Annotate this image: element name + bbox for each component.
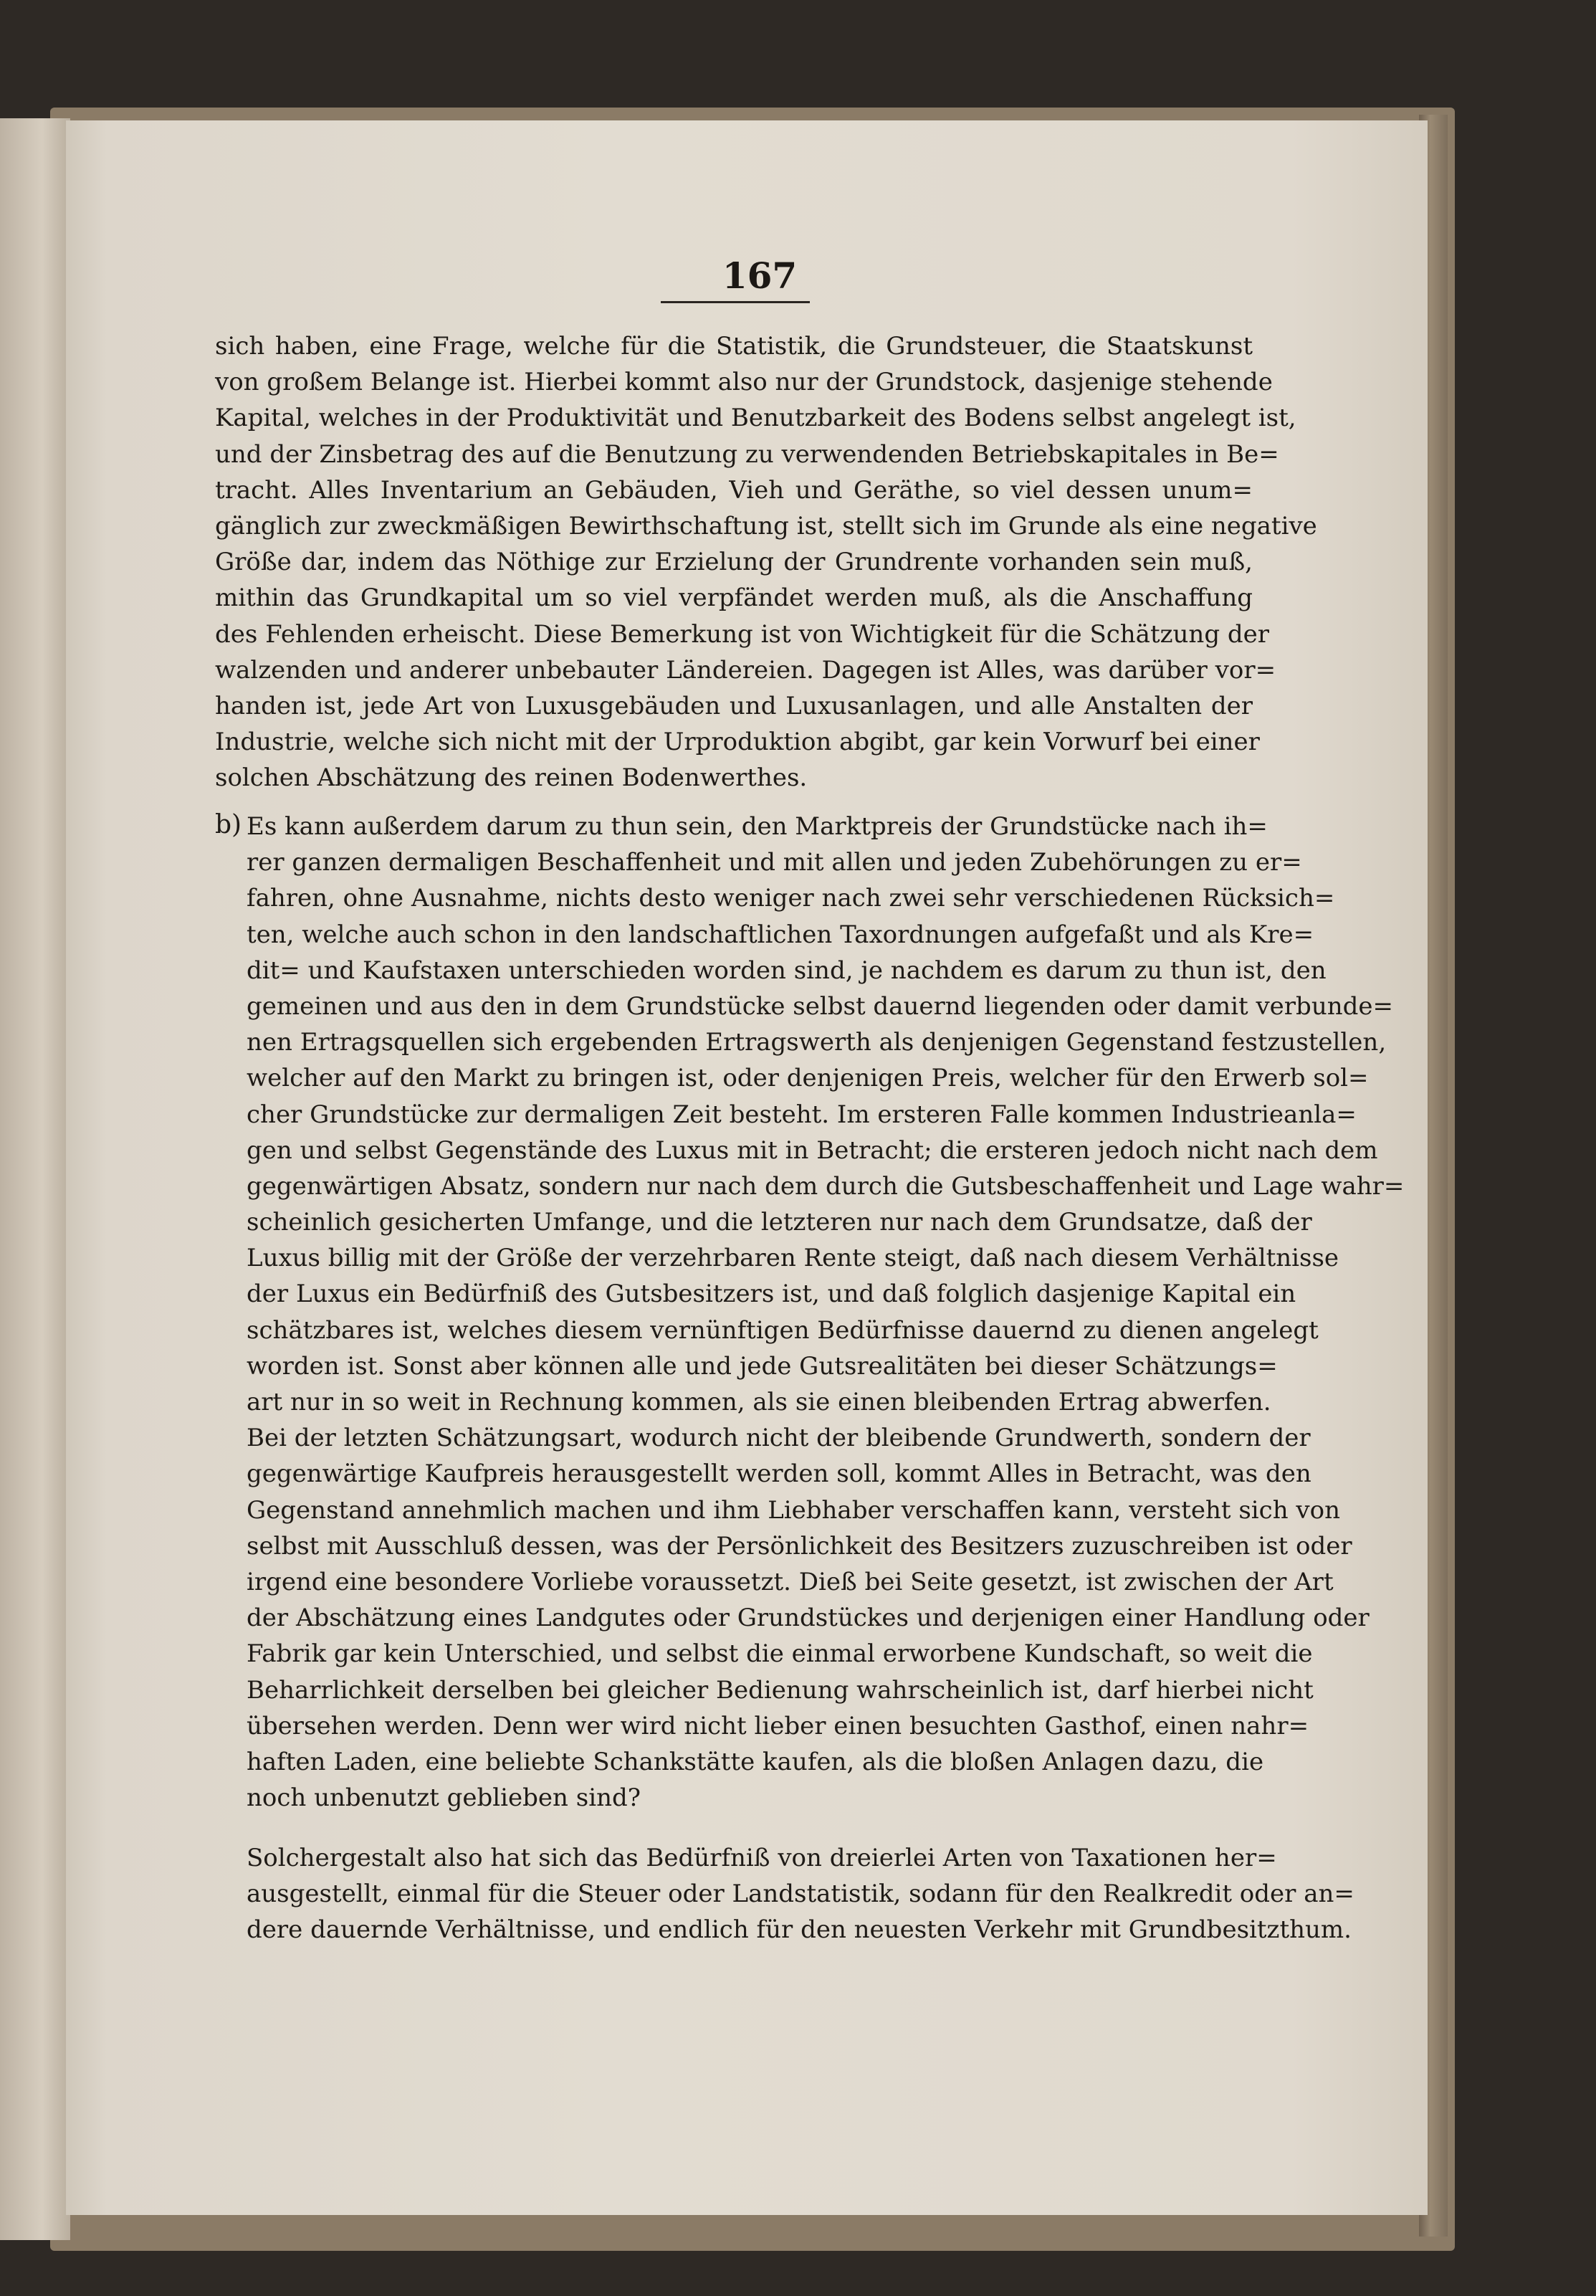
facing-page-edge	[0, 118, 70, 2240]
text-line: der Luxus ein Bedürfniß des Gutsbesitzers ist, und daß folglich dasjenige Kapital ein	[247, 1280, 1296, 1309]
text-line: und der Zinsbetrag des auf die Benutzung zu verwendenden Betriebskapitales in Be=	[215, 439, 1279, 469]
paragraph-3	[247, 1840, 1354, 1948]
text-line: Industrie, welche sich nicht mit der Urproduktion abgibt, gar kein Vorwurf bei einer	[215, 728, 1260, 757]
text-line: tracht. Alles Inventarium an Gebäuden, Vieh und Geräthe, so viel dessen unum=	[215, 475, 1253, 505]
text-line: ten, welche auch schon in den landschaftlichen Taxordnungen aufgefaßt und als Kre=	[247, 920, 1314, 949]
text-line: gegenwärtigen Absatz, sondern nur nach dem durch die Gutsbeschaffenheit und Lage wahr=	[247, 1171, 1405, 1201]
text-line: fahren, ohne Ausnahme, nichts desto weniger nach zwei sehr verschiedenen Rücksich=	[247, 884, 1335, 913]
text-line: irgend eine besondere Vorliebe voraussetzt. Dieß bei Seite gesetzt, ist zwischen der Art	[247, 1567, 1334, 1596]
text-line: Luxus billig mit der Größe der verzehrbaren Rente steigt, daß nach diesem Verhältnisse	[247, 1244, 1339, 1273]
text-line: von großem Belange ist. Hierbei kommt also nur der Grundstock, dasjenige stehende	[215, 368, 1273, 397]
text-line: dere dauernde Verhältnisse, und endlich für den neuesten Verkehr mit Grundbesitzthum.	[247, 1915, 1352, 1945]
text-line: sich haben, eine Frage, welche für die Statistik, die Grundsteuer, die Staatskunst	[215, 332, 1253, 361]
paragraph-1	[215, 328, 1317, 796]
text-line: Bei der letzten Schätzungsart, wodurch nicht der bleibende Grundwerth, sondern der	[247, 1424, 1311, 1453]
text-line: der Abschätzung eines Landgutes oder Grundstückes und derjenigen einer Handlung oder	[247, 1604, 1370, 1633]
header-rule	[661, 301, 810, 303]
text-line: selbst mit Ausschluß dessen, was der Persönlichkeit des Besitzers zuzuschreiben ist oder	[247, 1531, 1352, 1561]
text-line: Es kann außerdem darum zu thun sein, den Marktpreis der Grundstücke nach ih=	[247, 812, 1268, 841]
text-line: worden ist. Sonst aber können alle und jede Gutsrealitäten bei dieser Schätzungs=	[247, 1351, 1278, 1381]
text-line: übersehen werden. Denn wer wird nicht lieber einen besuchten Gasthof, einen nahr=	[247, 1711, 1309, 1740]
text-line: nen Ertragsquellen sich ergebenden Ertragswerth als denjenigen Gegenstand festzustellen,	[247, 1028, 1387, 1057]
text-line: welcher auf den Markt zu bringen ist, oder denjenigen Preis, welcher für den Erwerb sol=	[247, 1064, 1369, 1093]
text-line: Kapital, welches in der Produktivität und Benutzbarkeit des Bodens selbst angelegt ist,	[215, 404, 1296, 433]
text-line: solchen Abschätzung des reinen Bodenwerthes.	[215, 763, 808, 793]
text-line: art nur in so weit in Rechnung kommen, als sie einen bleibenden Ertrag abwerfen.	[247, 1388, 1271, 1416]
text-line: Größe dar, indem das Nöthige zur Erzielung der Grundrente vorhanden sein muß,	[215, 548, 1253, 577]
text-line: scheinlich gesicherten Umfange, und die letzteren nur nach dem Grundsatze, daß der	[247, 1208, 1312, 1237]
text-line: cher Grundstücke zur dermaligen Zeit besteht. Im ersteren Falle kommen Industrieanla=	[247, 1100, 1357, 1129]
page-number: 167	[722, 254, 798, 297]
text-line: Solchergestalt also hat sich das Bedürfniß von dreierlei Arten von Taxationen her=	[247, 1844, 1277, 1872]
list-marker: b)	[215, 810, 242, 839]
text-line: gänglich zur zweckmäßigen Bewirthschaftung ist, stellt sich im Grunde als eine negative	[215, 511, 1317, 540]
text-line: handen ist, jede Art von Luxusgebäuden und Luxusanlagen, und alle Anstalten der	[215, 691, 1253, 720]
text-line: Fabrik gar kein Unterschied, und selbst die einmal erworbene Kundschaft, so weit die	[247, 1639, 1313, 1669]
text-line: ausgestellt, einmal für die Steuer oder Landstatistik, sodann für den Realkredit oder an=	[247, 1880, 1354, 1909]
text-line: gen und selbst Gegenstände des Luxus mit in Betracht; die ersteren jedoch nicht nach dem	[247, 1135, 1378, 1165]
text-line: schätzbares ist, welches diesem vernünftigen Bedürfnisse dauernd zu dienen angelegt	[247, 1315, 1319, 1345]
text-line: dit= und Kaufstaxen unterschieden worden sind, je nachdem es darum zu thun ist, den	[247, 956, 1327, 985]
text-line: Gegenstand annehmlich machen und ihm Liebhaber verschaffen kann, versteht sich von	[247, 1495, 1340, 1525]
text-line: noch unbenutzt geblieben sind?	[247, 1783, 641, 1813]
text-line: mithin das Grundkapital um so viel verpfändet werden muß, als die Anschaffung	[215, 583, 1253, 613]
text-line: walzenden und anderer unbebauter Ländereien. Dagegen ist Alles, was darüber vor=	[215, 655, 1276, 685]
text-line: Beharrlichkeit derselben bei gleicher Bedienung wahrscheinlich ist, darf hierbei nicht	[247, 1675, 1314, 1705]
text-line: des Fehlenden erheischt. Diese Bemerkung ist von Wichtigkeit für die Schätzung der	[215, 619, 1270, 649]
text-line: gegenwärtige Kaufpreis herausgestellt werden soll, kommt Alles in Betracht, was den	[247, 1459, 1311, 1489]
paragraph-2	[247, 809, 1405, 1816]
text-line: haften Laden, eine beliebte Schankstätte kaufen, als die bloßen Anlagen dazu, die	[247, 1747, 1264, 1776]
text-line: rer ganzen dermaligen Beschaffenheit und mit allen und jeden Zubehörungen zu er=	[247, 848, 1302, 877]
text-line: gemeinen und aus den in dem Grundstücke selbst dauernd liegenden oder damit verbunde=	[247, 991, 1393, 1021]
